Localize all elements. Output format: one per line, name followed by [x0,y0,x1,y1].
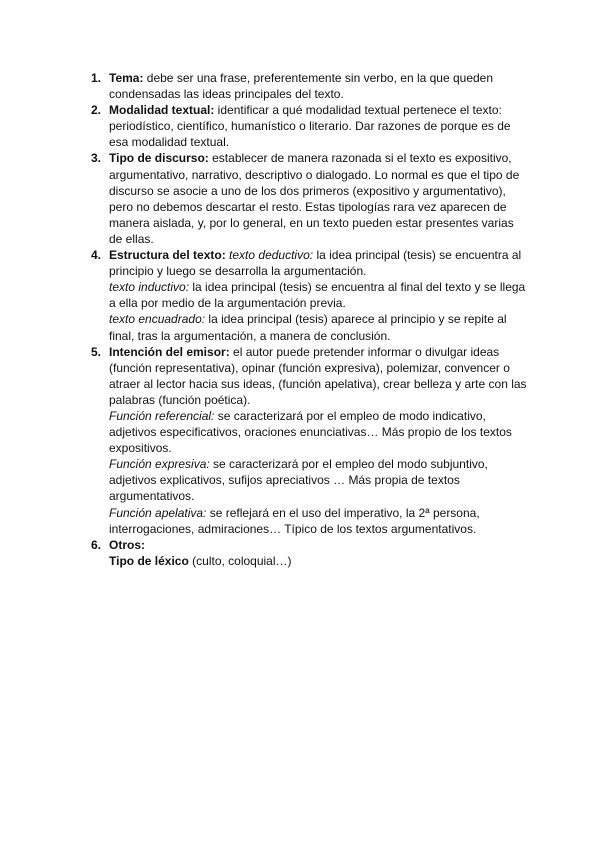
item-paragraph [109,408,528,456]
item-paragraph [109,150,528,247]
item-number: 1. [91,71,102,85]
body-text: se reflejará en el uso del imperativo, la 2ª persona, interrogaciones, admiraciones… Típico de los textos argumentativos. [109,505,480,536]
item-number: 4. [91,248,102,263]
italic-term: texto encuadrado: [109,312,206,327]
italic-term: Función expresiva: [109,457,210,472]
item-number: 5. [91,344,102,359]
italic-term: Función apelativa: [109,505,207,520]
item-paragraph [109,553,528,569]
item-number: 2. [91,103,102,118]
body-text: la idea principal (tesis) aparece al principio y se repite al final, tras la argumentación, a manera de conclusión. [109,312,507,343]
list-item [88,247,528,344]
bold-heading: Intención del emisor: [109,344,230,359]
bold-heading: Otros: [109,537,145,552]
body-text: el autor puede pretender informar o divulgar ideas (función representativa), opinar (función expresiva), polemizar, convencer o atraer al lector hacia sus ideas, (función apelativa), crear belleza y arte con las palabras (función poética). [109,344,527,407]
body-text: (culto, coloquial…) [188,553,292,568]
analysis-list [88,70,528,569]
italic-term: Función referencial: [109,408,215,423]
item-number: 6. [91,537,102,552]
list-item [88,102,528,150]
item-paragraph [109,311,528,343]
item-paragraph [109,537,528,553]
item-paragraph [109,344,528,408]
bold-heading: Estructura del texto: [109,248,226,263]
body-text: la idea principal (tesis) se encuentra al final del texto y se llega a ella por medio de la argumentación previa. [109,280,526,311]
item-paragraph [109,102,528,150]
body-text: se caracterizará por el empleo del modo subjuntivo, adjetivos explicativos, sufijos apreciativos … Más propia de textos argumentativos. [109,457,488,504]
italic-term: texto deductivo: [229,248,314,263]
item-paragraph [109,505,528,537]
body-text: debe ser una frase, preferentemente sin verbo, en la que queden condensadas las ideas principales del texto. [109,71,494,102]
bold-heading: Tema: [109,71,144,85]
body-text: la idea principal (tesis) se encuentra al principio y luego se desarrolla la argumentación. [109,248,522,279]
body-text: establecer de manera razonada si el texto es expositivo, argumentativo, narrativo, descriptivo o dialogado. Lo normal es que el tipo de discurso se asocie a uno de los dos primeros (expositivo y argumentativo), pero no debemos descartar el resto. Estas tipologías rara vez aparecen de manera aislada, y, por lo general, en un texto pueden estar presentes varias de ellas. [109,151,520,246]
body-text: identificar a qué modalidad textual pertenece el texto: periodístico, científico, humanístico o literario. Dar razones de porque es de esa modalidad textual. [109,103,511,150]
bold-heading: Tipo de discurso: [109,151,209,166]
item-paragraph [109,70,528,102]
item-paragraph [109,247,528,279]
list-item [88,150,528,247]
bold-heading: Tipo de léxico [109,553,189,568]
italic-term: texto inductivo: [109,280,190,295]
bold-heading: Modalidad textual: [109,103,215,118]
item-paragraph [109,456,528,504]
list-item [88,70,528,102]
item-paragraph [109,279,528,311]
item-number: 3. [91,151,102,166]
list-item [88,537,528,569]
body-text: se caracterizará por el empleo de modo indicativo, adjetivos especificativos, oraciones enunciativas… Más propio de los textos expositivos. [109,408,512,456]
list-item [88,344,528,537]
